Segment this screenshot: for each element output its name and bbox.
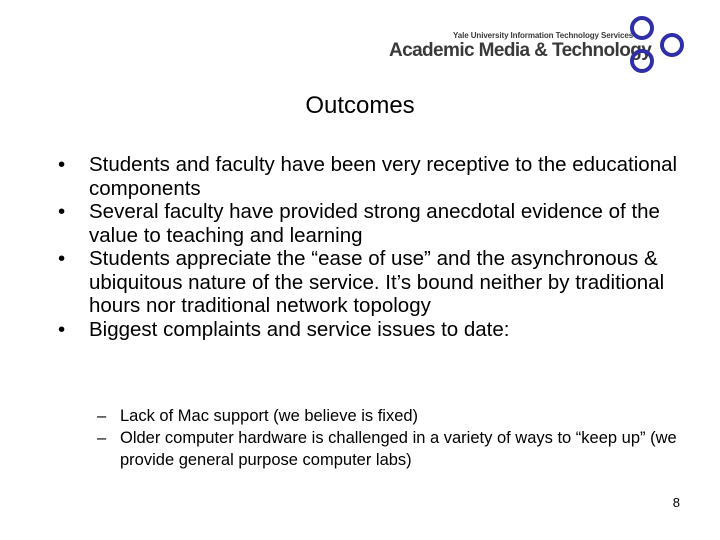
org-tagline: Yale University Information Technology Services [453,31,634,40]
sub-bullet-text: Lack of Mac support (we believe is fixed) [120,407,419,425]
bullet-item [55,318,695,342]
bullet-marker: • [58,153,66,176]
bullet-item [55,247,695,318]
sub-bullet-text: Older computer hardware is challenged in a variety of ways to “keep up” (we provide general purpose computer labs) [120,429,677,469]
bullet-text: Students appreciate the “ease of use” and the asynchronous & ubiquitous nature of the service. It’s bound neither by traditional hours nor traditional network topology [89,247,665,317]
bullet-text: Students and faculty have been very receptive to the educational components [89,153,678,200]
bullet-marker: • [58,317,66,341]
slide-title: Outcomes [305,92,415,119]
sub-bullet-list [97,405,697,471]
three-rings-logo-icon [628,14,688,76]
bullet-text: Several faculty have provided strong anecdotal evidence of the value to teaching and learning [89,200,660,247]
bullet-list [55,153,695,341]
bullet-item [55,200,695,247]
sub-bullet-marker: – [97,407,107,425]
logo-ring-right [662,35,682,55]
bullet-text: Biggest complaints and service issues to date: [89,317,510,341]
sub-bullet-marker: – [97,429,107,447]
page-number: 8 [672,495,680,510]
sub-bullet-item [97,427,697,471]
logo-ring-bottom [632,51,652,71]
logo-ring-top [632,18,652,38]
bullet-item [55,153,695,200]
org-name: Academic Media & Technology [389,40,652,61]
bullet-marker: • [58,247,66,270]
bullet-marker: • [58,200,66,223]
sub-bullet-item [97,405,697,427]
